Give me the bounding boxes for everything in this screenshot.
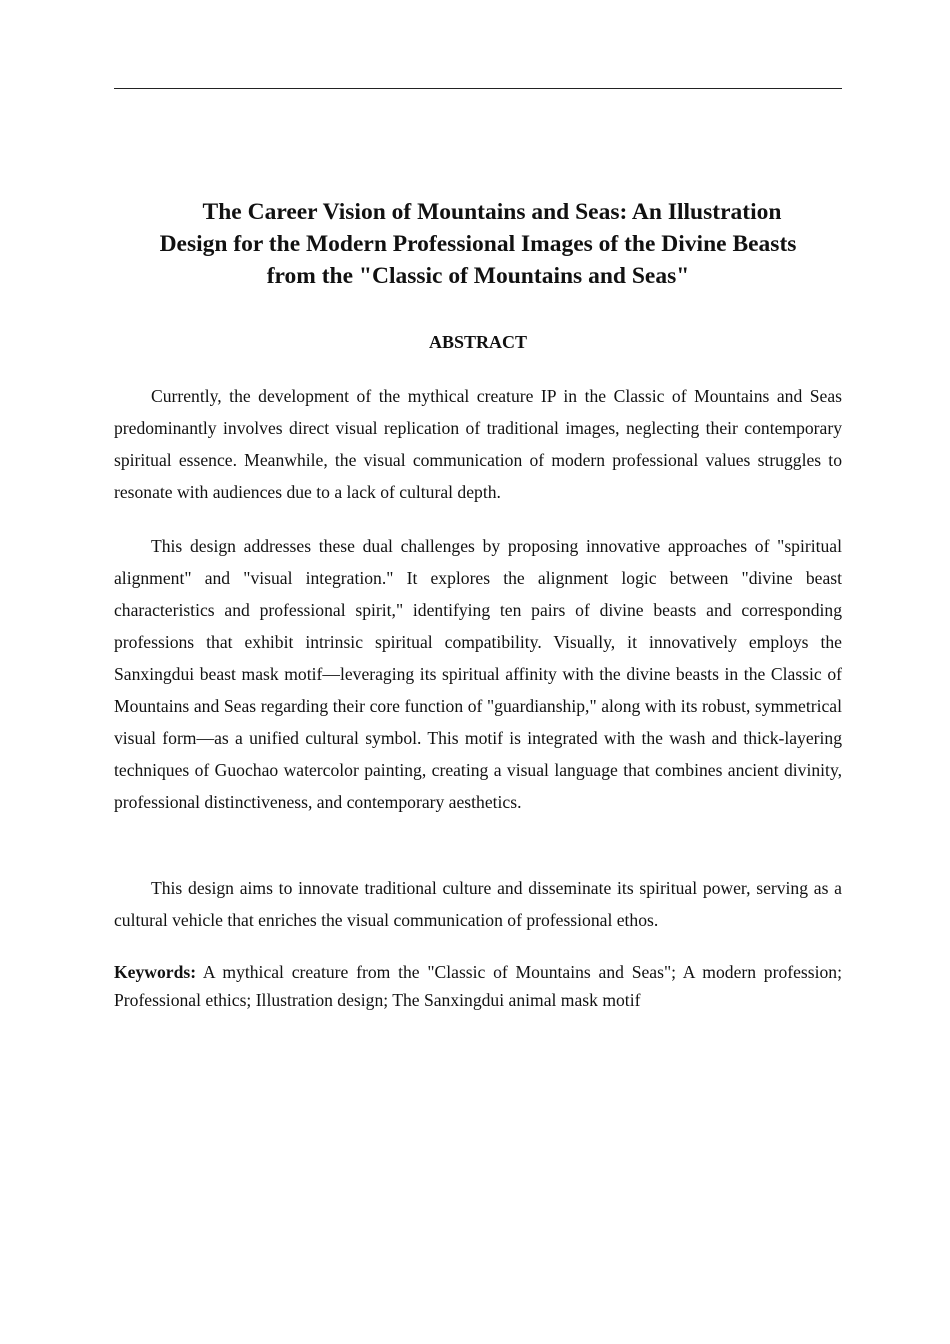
abstract-paragraph-3: This design aims to innovate traditional culture and disseminate its spiritual power, serving as a cultural vehicle that enriches the visual communication of professional ethos. [114, 878, 842, 930]
title-line-2: Design for the Modern Professional Images of the Divine Beasts [159, 231, 797, 257]
abstract-heading: ABSTRACT [428, 332, 528, 352]
header-rule [114, 88, 842, 89]
title-line-3: from the "Classic of Mountains and Seas" [266, 263, 690, 289]
abstract-paragraph-2: This design addresses these dual challenges by proposing innovative approaches of "spiritual alignment" and "visual integration." It explores the alignment logic between "divine beast characteristics and professional spirit," identifying ten pairs of divine beasts and corresponding professions that exhibit intrinsic spiritual compatibility. Visually, it innovatively employs the Sanxingdui beast mask motif—leveraging its spiritual affinity with the divine beasts in the Classic of Mountains and Seas regarding their core function of "guardianship," along with its robust, symmetrical visual form—as a unified cultural symbol. This motif is integrated with the wash and thick-layering techniques of Guochao watercolor painting, creating a visual language that combines ancient divinity, professional distinctiveness, and contemporary aesthetics. [114, 536, 842, 812]
paper-title [114, 196, 842, 292]
title-line-1: The Career Vision of Mountains and Seas: An Illustration [202, 199, 782, 225]
abstract-paragraph-1: Currently, the development of the mythical creature IP in the Classic of Mountains and Seas predominantly involves direct visual replication of traditional images, neglecting their contemporary spiritual essence. Meanwhile, the visual communication of modern professional values struggles to resonate with audiences due to a lack of cultural depth. [114, 386, 842, 502]
keywords-text: A mythical creature from the "Classic of Mountains and Seas"; A modern profession; Professional ethics; Illustration design; The Sanxingdui animal mask motif [114, 962, 842, 1010]
keywords-label: Keywords: [114, 962, 197, 982]
keywords [114, 958, 842, 1014]
